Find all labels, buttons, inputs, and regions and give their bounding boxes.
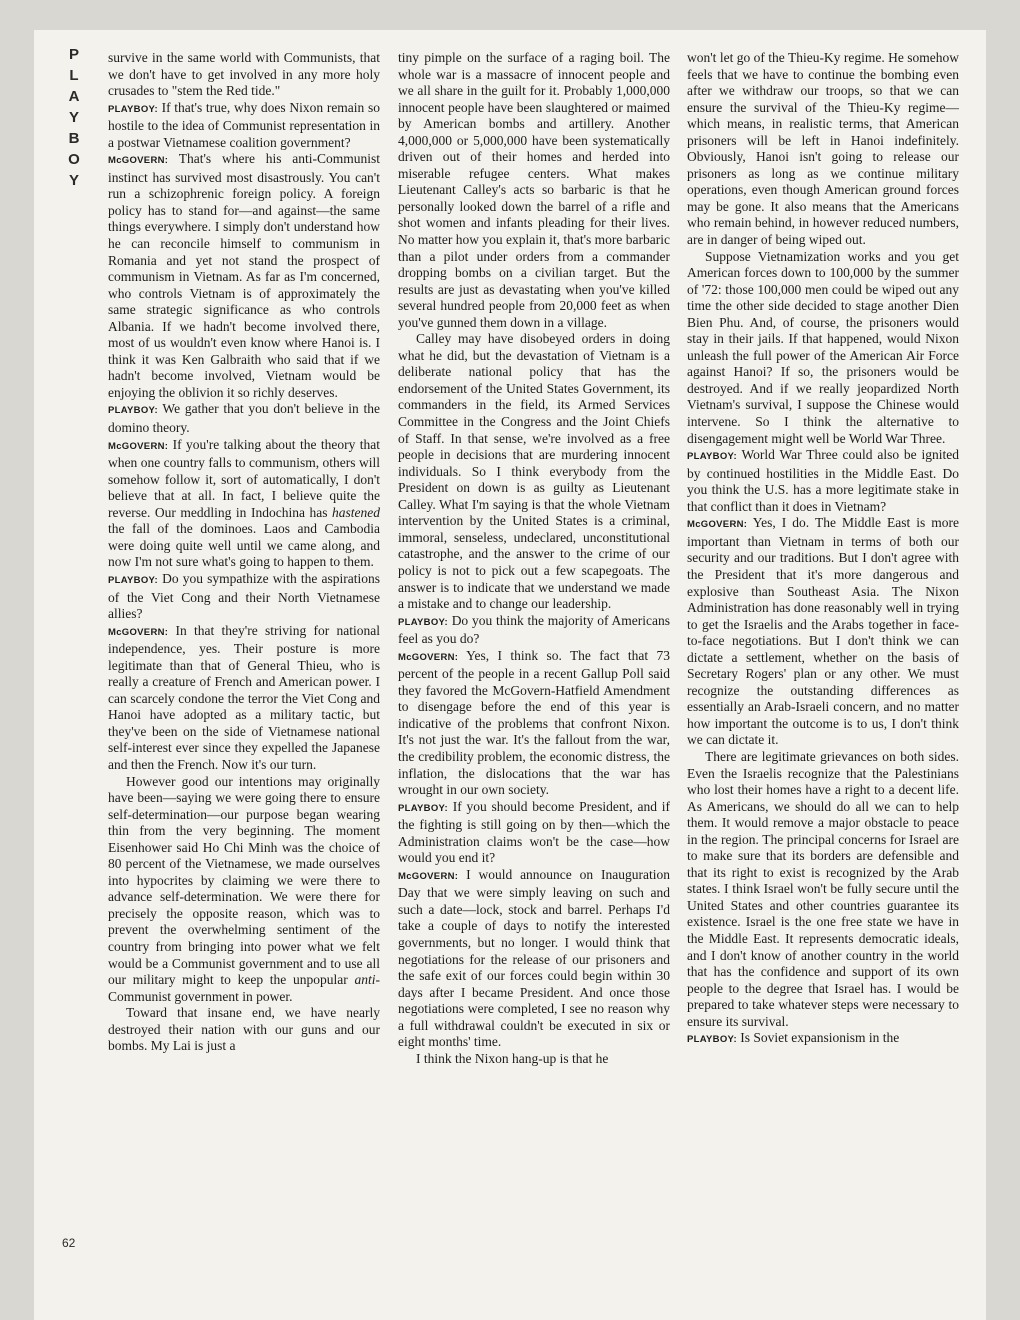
paragraph-text: World War Three could also be ignited by continued hostilities in the Middle East. Do you think the U.S. has a more legitimate stake in that conflict than it does in Vietnam? [687,447,959,514]
paragraph-text: I think the Nixon hang-up is that he [416,1050,609,1066]
paragraph-text: the fall of the dominoes. Laos and Cambodia were doing quite well until we came along, and now I'm not sure what's going to happen to them. [108,521,380,570]
masthead-letter: A [68,88,80,105]
paragraph-text: Suppose Vietnamization works and you get American forces down to 100,000 by the summer of '72: those 100,000 men could be wiped out any time the other side decided to stage another Dien Bien Phu. And, of course, the prisoners would stay in their jails. If that happened, would Nixon unleash the full power of the American Air Force against Hanoi? If so, the prisoners would be destroyed. And if we really jeopardized North Vietnam's survival, I suppose the Chinese would intervene. So I think the alternative to disengagement might well be World War Three. [687,248,959,446]
masthead-letter: O [68,151,80,168]
speaker-label: McGOVERN: [398,870,459,882]
masthead-letter: P [68,46,79,63]
paragraph-text: We gather that you don't believe in the domino theory. [108,401,380,436]
paragraph [398,50,670,331]
paragraph-text: That's where his anti-Communist instinct has survived most disastrously. You can't run a schizophrenic foreign policy. A foreign policy has to stand for—and against—the same things everywhere. I simply don't understand how he can reconcile himself to communism in Romania and yet not stand the prospect of communism in Vietnam. As far as I'm concerned, who controls Vietnam is of approximately the same strategic significance as who controls Albania. If we hadn't become involved there, most of us wouldn't even know where Hanoi is. I think it was Ken Galbraith who said that if we hadn't become involved, Vietnam would be enjoying the oblivion it so richly deserves. [108,151,380,400]
paragraph [108,623,380,774]
paragraph-text: Do you sympathize with the aspirations of the Viet Cong and their North Vietnamese allies? [108,570,380,622]
paragraph [398,331,670,612]
paragraph-text: In that they're striving for national independence, yes. Their posture is more legitimate than that of General Thieu, who is really a creature of French and American power. I can scarcely condone the terror the Viet Cong and Hanoi have adopted as a military tactic, but they've been on the side of Vietnamese national self-interest ever since they expelled the Japanese and then the French. Now it's our turn. [108,622,380,772]
text-column-2 [398,50,670,1260]
emphasis-text: hastened [332,504,380,520]
paragraph [398,648,670,799]
paragraph-text: tiny pimple on the surface of a raging boil. The whole war is a massacre of innocent people and we all share in the guilt for it. Probably 1,000,000 innocent people have been slaughtered or maimed by American bombs and artillery. Another 4,000,000 or 5,000,000 have been systematically driven out of their homes and herded into miserable refugee centers. What makes Lieutenant Calley's acts so barbaric is that he personally looked down the barrel of a rifle and shot women and infants pleading for their lives. No matter how you explain it, that's more barbaric than a pilot under orders from a commander dropping bombs on a civilian target. But the results are just as devastating when you've killed several hundred people from 20,000 feet as when you've gunned them down in a village. [398,50,670,330]
paragraph [687,447,959,515]
paragraph [398,867,670,1051]
paragraph-text: However good our intentions may originally have been—saying we were going there to ensure self-determination—our purpose began wearing thin from the very beginning. The moment Eisenhower said Ho Chi Minh was the choice of 80 percent of the Vietnamese, we made ourselves into hypocrites by claiming we were there to advance self-determination. We were there for precisely the opposite reason, which was to prevent the overwhelming sentiment of the country from bringing into power what we felt would be a Communist government and to use all our military might to keep the unpopular [108,773,380,988]
emphasis-text: anti [354,972,376,988]
speaker-label: PLAYBOY: [108,405,158,417]
paragraph-text: Yes, I do. The Middle East is more important than Vietnam in terms of both our security and our traditions. But I don't agree with the President that it's more dangerous and explosive than Southeast Asia. The Nixon Administration has done reasonably well in trying to get the Israelis and the Arabs together in face-to-face negotiations. But I don't think we can dictate a settlement, whether on the basis of Secretary Rogers' plan or any other. We must recognize the outstanding differences as essentially an Arab-Israeli concern, and no matter how important the outcome is to us, I don't think we can dictate it. [687,515,959,748]
speaker-label: McGOVERN: [108,440,169,452]
paragraph [108,571,380,623]
text-column-3 [687,50,959,1260]
speaker-label: McGOVERN: [108,626,169,638]
paragraph [687,515,959,749]
paragraph [108,437,380,571]
paragraph-text: Is Soviet expansionism in the [736,1030,900,1046]
paragraph-text: If you're talking about the theory that when one country falls to communism, others will somehow follow it, sort of automatically, I don't believe that at all. In fact, I believe quite the reverse. Our meddling in Indochina has [108,436,380,520]
paragraph [687,1030,959,1049]
speaker-label: McGOVERN: [398,651,459,663]
speaker-label: McGOVERN: [108,155,169,167]
paragraph-text: There are legitimate grievances on both sides. Even the Israelis recognize that the Palestinians who lost their homes have a right to a decent life. As Americans, we should do all we can to help them. It would remove a major obstacle to peace in the region. The principal concerns for Israel are to make sure that its borders are defensible and that its right to exist is recognized by the Arab states. I think Israel won't be fully secure until the United States and other countries guarantee its existence. Israel is the one free state we have in the Middle East. It represents democratic ideals, and I don't know of another country in the world that has the confidence and support of its own people to the degree that Israel has. I would be prepared to take whatever steps were necessary to ensure its survival. [687,748,959,1029]
paragraph [108,100,380,152]
paragraph [108,401,380,436]
masthead-letter: L [69,67,79,84]
paragraph [687,50,959,249]
paragraph-text: I would announce on Inauguration Day that we were simply leaving on such and such a date—lock, stock and barrel. Perhaps I'd take a couple of days to notify the interested governments, but no longer. I would think that negotiations for the release of our prisoners and the safe exit of our forces could begin within 30 days after I became President. And once those negotiations were completed, I see no reason why a full withdrawal couldn't be executed in six or eight months' time. [398,866,670,1050]
masthead-letter: Y [68,109,79,126]
paragraph-text: Do you think the majority of Americans feel as you do? [398,612,670,647]
speaker-label: PLAYBOY: [687,1034,737,1046]
paragraph [108,151,380,401]
paragraph-text: survive in the same world with Communists, that we don't have to get involved in any more holy crusades to "stem the Red tide." [108,50,380,99]
paragraph [108,774,380,1006]
speaker-label: PLAYBOY: [398,616,448,628]
masthead-letter: Y [68,172,79,189]
paragraph-text: won't let go of the Thieu-Ky regime. He somehow feels that we have to continue the bombing even after we withdraw our troops, so that we can ensure the survival of the Thieu-Ky regime—which means, in realistic terms, that American prisoners will be left in Hanoi indefinitely. Obviously, Hanoi isn't going to release our prisoners as long as we continue military operations, even though American ground forces may be gone. It also means that the Americans who remain behind, in however reduced numbers, are in danger of being wiped out. [687,50,959,248]
masthead-letter: B [68,130,80,147]
page-number: 62 [62,1236,76,1250]
paragraph [687,249,959,448]
text-column-1 [108,50,380,1260]
playboy-masthead [62,44,86,191]
paragraph [108,50,380,100]
paragraph-text: Calley may have disobeyed orders in doing what he did, but the devastation of Vietnam is a deliberate national policy that has the endorsement of the United States Government, its commanders in the field, its Armed Services Committee in the Congress and the Joint Chiefs of Staff. In that sense, we're involved as a free people in decisions that are murdering innocent individuals. So I think everybody from the President on down is as guilty as Lieutenant Calley. What I'm saying is that the whole Vietnam intervention by the United States is a criminal, immoral, senseless, undeclared, unconstitutional catastrophe, and the answer to the crime of our policy is not to pick out a few scapegoats. The answer is to indicate that we understand we made a mistake and to change our leadership. [398,331,670,612]
paragraph-text: -Communist government in power. [108,972,380,1004]
paragraph [398,1051,670,1068]
paragraph [398,613,670,648]
paragraph-text: Yes, I think so. The fact that 73 percent of the people in a recent Gallup Poll said they favored the McGovern-Hatfield Amendment to disengage before the end of this year is indicative of the problems that confront Nixon. It's not just the war. It's the fallout from the war, the credibility problem, the economic distress, the inflation, the dislocations that the war has wrought in our own society. [398,647,670,798]
speaker-label: PLAYBOY: [108,103,158,115]
speaker-label: McGOVERN: [687,519,748,531]
speaker-label: PLAYBOY: [108,574,158,586]
paragraph [108,1005,380,1055]
paragraph [398,799,670,867]
speaker-label: PLAYBOY: [398,802,448,814]
speaker-label: PLAYBOY: [687,451,737,463]
paragraph-text: If you should become President, and if the fighting is still going on by then—which the Administration claims won't be the case—how would you end it? [398,798,670,866]
paragraph [687,749,959,1030]
paragraph-text: Toward that insane end, we have nearly destroyed their nation with our guns and our bombs. My Lai is just a [108,1005,380,1054]
paragraph-text: If that's true, why does Nixon remain so hostile to the idea of Communist representation in a postwar Vietnamese coalition government? [108,99,380,150]
